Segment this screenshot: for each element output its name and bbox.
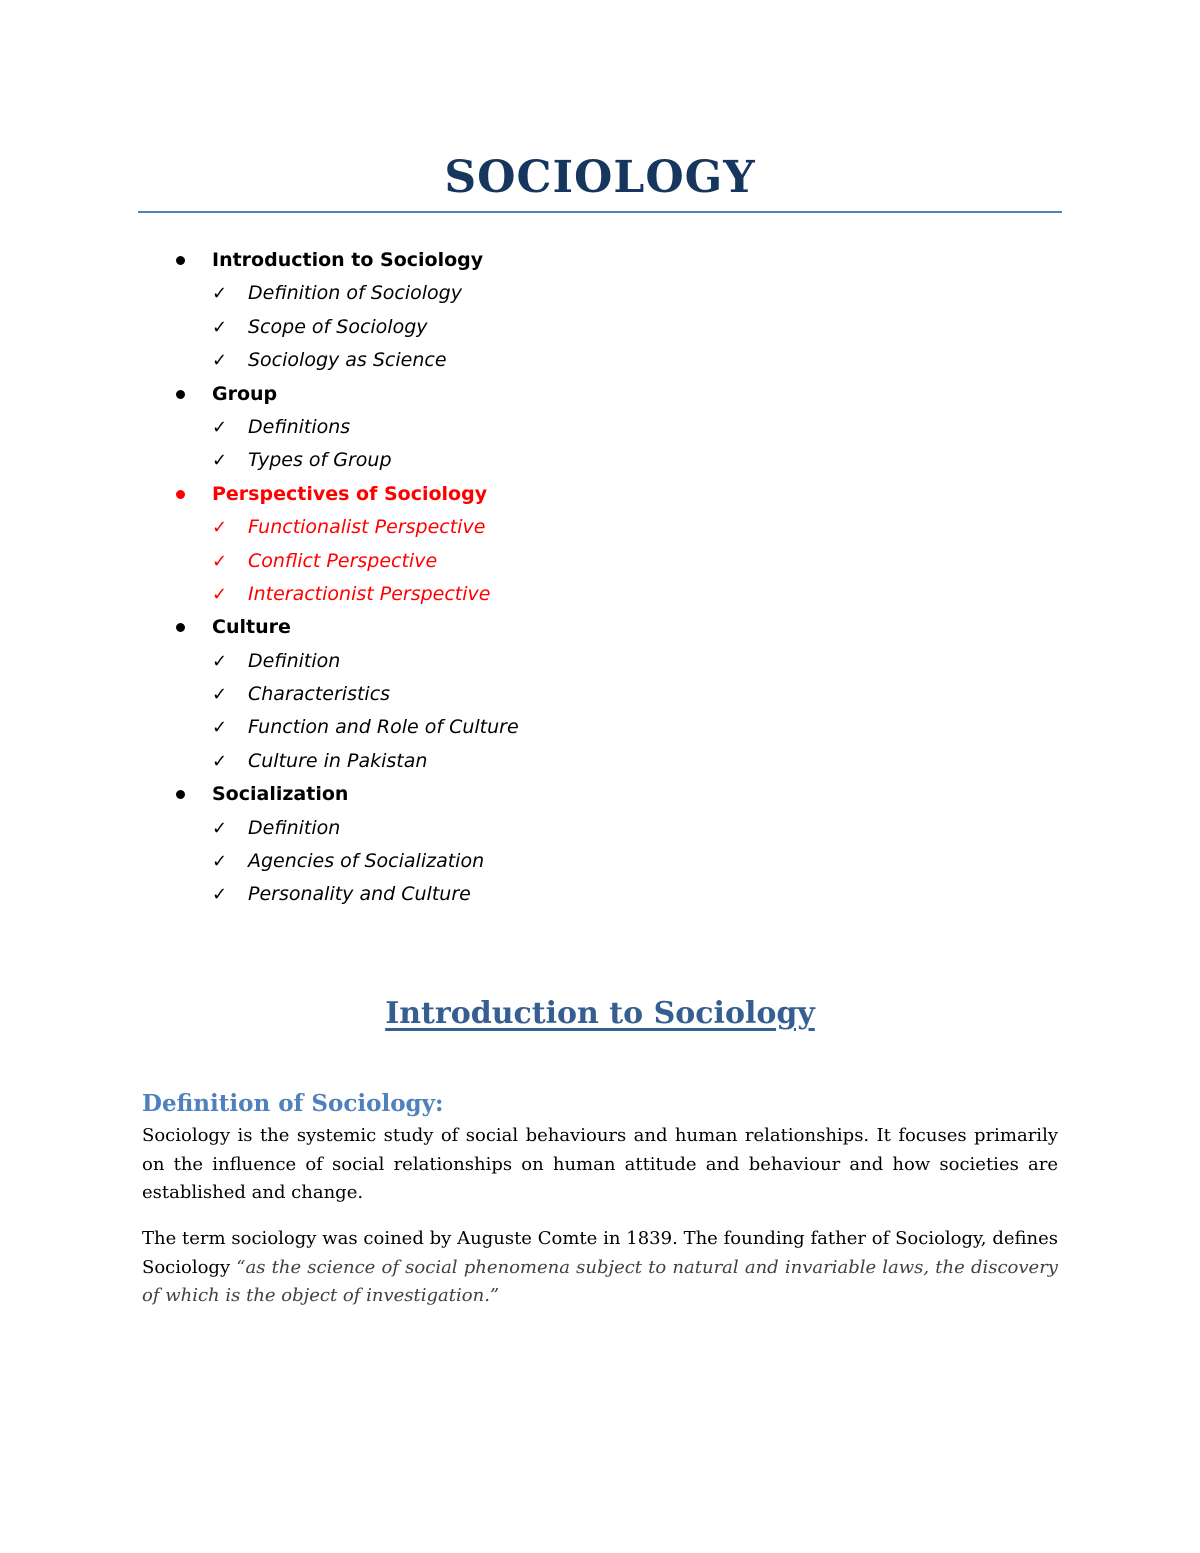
bullet-dot-icon (176, 790, 185, 799)
outline-subtopic (0, 578, 1200, 611)
outline-item-label: Culture in Pakistan (248, 749, 428, 772)
outline-topic (0, 611, 1200, 644)
checkmark-icon: ✓ (212, 851, 228, 873)
definition-paragraph: Sociology is the systemic study of social behaviours and human relationships. It focuses primarily on the influence of social relationships on human attitude and behaviour and how societies are established and change. (142, 1125, 1058, 1203)
outline-item-label: Interactionist Perspective (248, 582, 491, 605)
outline-subtopic (0, 678, 1200, 711)
outline-item-label: Personality and Culture (248, 883, 471, 906)
outline-item-label: Agencies of Socialization (248, 850, 485, 873)
bullet-dot-icon (176, 390, 185, 399)
checkmark-icon: ✓ (212, 717, 228, 739)
checkmark-icon: ✓ (212, 517, 228, 539)
outline-subtopic (0, 545, 1200, 578)
outline-item-label: Socialization (212, 783, 349, 806)
outline-item-label: Functionalist Perspective (248, 516, 486, 539)
outline-topic (0, 244, 1200, 277)
comte-paragraph (142, 1225, 1058, 1311)
outline-subtopic (0, 344, 1200, 377)
bullet-dot-icon (176, 256, 185, 265)
title-divider (138, 211, 1062, 213)
checkmark-icon: ✓ (212, 817, 228, 839)
comte-paragraph-lead: The term sociology was coined by Auguste Comte in 1839. The founding father of Sociology, defines Sociology (142, 1228, 1058, 1278)
outline-subtopic (0, 411, 1200, 444)
outline-subtopic (0, 645, 1200, 678)
outline-item-label: Perspectives of Sociology (212, 482, 488, 505)
comte-definition-quote: “as the science of social phenomena subject to natural and invariable laws, the discovery of which is the object of investigation.” (142, 1256, 1058, 1306)
section-heading: Introduction to Sociology (385, 996, 815, 1031)
outline-item-label: Culture (212, 616, 291, 639)
outline-item-label: Scope of Sociology (248, 315, 428, 338)
outline-subtopic (0, 812, 1200, 845)
outline-item-label: Introduction to Sociology (212, 249, 484, 271)
outline-subtopic (0, 444, 1200, 477)
checkmark-icon: ✓ (212, 884, 228, 906)
outline-item-label: Sociology as Science (248, 349, 447, 372)
topic-outline-list (0, 244, 1200, 912)
document-title: SOCIOLOGY (444, 152, 756, 203)
outline-subtopic (0, 711, 1200, 744)
outline-item-label: Definition (248, 649, 341, 672)
outline-item-label: Group (212, 382, 278, 405)
definition-subheading: Definition of Sociology: (142, 1090, 444, 1117)
outline-item-label: Definitions (248, 415, 351, 438)
outline-item-label: Definition (248, 816, 341, 839)
outline-topic (0, 478, 1200, 511)
checkmark-icon: ✓ (212, 316, 228, 338)
checkmark-icon: ✓ (212, 416, 228, 438)
outline-item-label: Function and Role of Culture (248, 716, 519, 739)
checkmark-icon: ✓ (212, 650, 228, 672)
outline-item-label: Conflict Perspective (248, 549, 438, 572)
outline-subtopic (0, 745, 1200, 778)
checkmark-icon: ✓ (212, 550, 228, 572)
outline-subtopic (0, 845, 1200, 878)
checkmark-icon: ✓ (212, 684, 228, 706)
outline-item-label: Definition of Sociology (248, 282, 462, 305)
outline-topic (0, 378, 1200, 411)
checkmark-icon: ✓ (212, 583, 228, 605)
checkmark-icon: ✓ (212, 350, 228, 372)
checkmark-icon: ✓ (212, 283, 228, 305)
outline-item-label: Characteristics (248, 683, 391, 706)
outline-item-label: Types of Group (248, 449, 392, 472)
bullet-dot-icon (176, 490, 185, 499)
checkmark-icon: ✓ (212, 750, 228, 772)
outline-topic (0, 778, 1200, 811)
outline-subtopic (0, 311, 1200, 344)
outline-subtopic (0, 511, 1200, 544)
checkmark-icon: ✓ (212, 450, 228, 472)
bullet-dot-icon (176, 623, 185, 632)
outline-subtopic (0, 878, 1200, 911)
outline-subtopic (0, 277, 1200, 310)
